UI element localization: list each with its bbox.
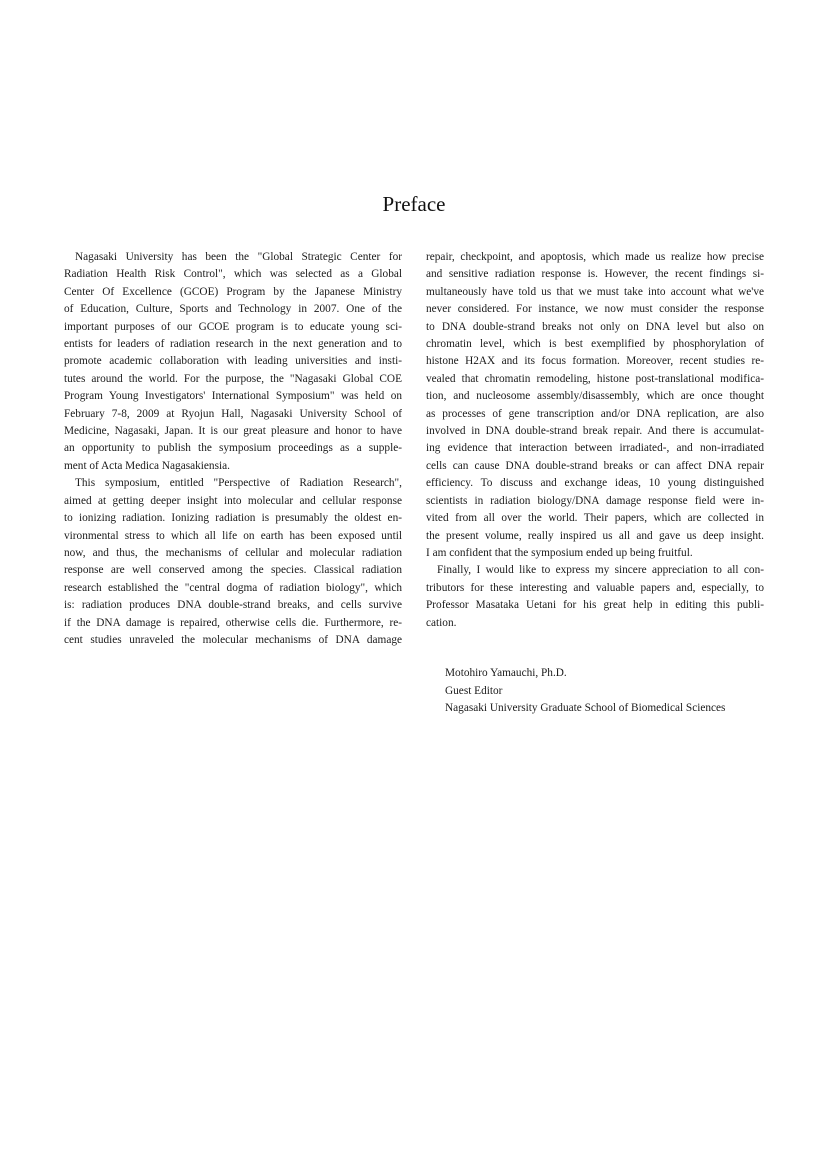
page-title: Preface: [382, 192, 446, 216]
text-line: repair, checkpoint, and apoptosis, which made us realize how precise: [426, 251, 764, 263]
text-line: now, and thus, the mechanisms of cellular and molecular radiation: [64, 546, 402, 559]
text-line: an opportunity to publish the symposium proceedings as a supple-: [64, 442, 402, 455]
text-line: Radiation Health Risk Control", which was selected as a Global: [64, 268, 402, 281]
text-line: vealed that chromatin remodeling, histone post-translational modifica-: [426, 372, 764, 385]
text-line: multaneously have told us that we must take into account what we've: [426, 285, 764, 298]
text-line: is: radiation produces DNA double-strand breaks, and cells survive: [64, 599, 402, 612]
text-line: of Education, Culture, Sports and Technology in 2007. One of the: [64, 303, 402, 316]
text-line: promote academic collaboration with leading universities and insti-: [64, 355, 402, 368]
text-line: histone H2AX and its focus formation. Moreover, recent studies re-: [426, 355, 764, 368]
text-line: Nagasaki University has been the "Global Strategic Center for: [75, 251, 402, 263]
text-line: as processes of gene transcription and/or DNA replication, are also: [426, 407, 764, 420]
text-line: cation.: [426, 616, 457, 629]
text-line: tion, and nucleosome assembly/disassembly, which are once thought: [426, 390, 764, 403]
text-line: tributors for these interesting and valuable papers and, especially, to: [426, 581, 764, 594]
text-line: to ionizing radiation. Ionizing radiation is presumably the oldest en-: [64, 512, 402, 525]
text-line: ment of Acta Medica Nagasakiensia.: [64, 459, 230, 472]
text-line: involved in DNA double-strand break repair. And there is accumulat-: [426, 425, 764, 438]
signature-block: [445, 665, 725, 718]
text-line: entists for leaders of radiation research in the next generation and to: [64, 338, 402, 351]
text-line: vited from all over the world. Their papers, which are collected in: [426, 512, 764, 525]
text-line: ing evidence that interaction between irradiated-, and non-irradiated: [426, 442, 764, 455]
text-line: February 7-8, 2009 at Ryojun Hall, Nagasaki University School of: [64, 407, 402, 420]
text-line: response are well conserved among the species. Classical radiation: [64, 564, 402, 577]
text-line: to DNA double-strand breaks not only on DNA level but also on: [426, 320, 764, 333]
text-line: tutes around the world. For the purpose, the "Nagasaki Global COE: [64, 372, 402, 385]
signature-affiliation: Nagasaki University Graduate School of Biomedical Sciences: [445, 702, 726, 714]
text-line: chromatin level, which is best exemplified by phosphorylation of: [426, 338, 764, 351]
text-line: I am confident that the symposium ended up being fruitful.: [426, 546, 693, 559]
text-line: Program Young Investigators' International Symposium" was held on: [64, 390, 402, 403]
text-line: scientists in radiation biology/DNA damage response field were in-: [426, 494, 764, 507]
right-column: [426, 249, 764, 632]
text-line: vironmental stress to which all life on earth has been exposed until: [64, 529, 402, 542]
text-line: important purposes of our GCOE program is to educate young sci-: [64, 320, 402, 333]
text-line: Professor Masataka Uetani for his great help in editing this publi-: [426, 599, 764, 612]
text-line: Center Of Excellence (GCOE) Program by the Japanese Ministry: [64, 285, 402, 298]
signature-role: Guest Editor: [445, 684, 503, 697]
text-line: cent studies unraveled the molecular mechanisms of DNA damage: [64, 633, 402, 646]
text-line: cells can cause DNA double-strand breaks or can affect DNA repair: [426, 459, 764, 472]
text-line: and sensitive radiation response is. However, the recent findings si-: [426, 268, 764, 281]
text-line: Medicine, Nagasaki, Japan. It is our great pleasure and honor to have: [64, 425, 402, 438]
text-line: never considered. For instance, we now must consider the response: [426, 303, 764, 316]
text-line: aimed at getting deeper insight into molecular and cellular response: [64, 494, 402, 507]
left-column: [64, 249, 402, 649]
text-line: efficiency. To discuss and exchange ideas, 10 young distinguished: [426, 477, 764, 490]
text-line: This symposium, entitled "Perspective of Radiation Research",: [75, 477, 402, 490]
text-line: the present volume, really inspired us all and gave us deep insight.: [426, 529, 764, 542]
text-line: research established the "central dogma of radiation biology", which: [64, 581, 402, 594]
text-line: Finally, I would like to express my sincere appreciation to all con-: [437, 564, 764, 577]
signature-name: Motohiro Yamauchi, Ph.D.: [445, 667, 567, 679]
text-line: if the DNA damage is repaired, otherwise cells die. Furthermore, re-: [64, 616, 402, 629]
